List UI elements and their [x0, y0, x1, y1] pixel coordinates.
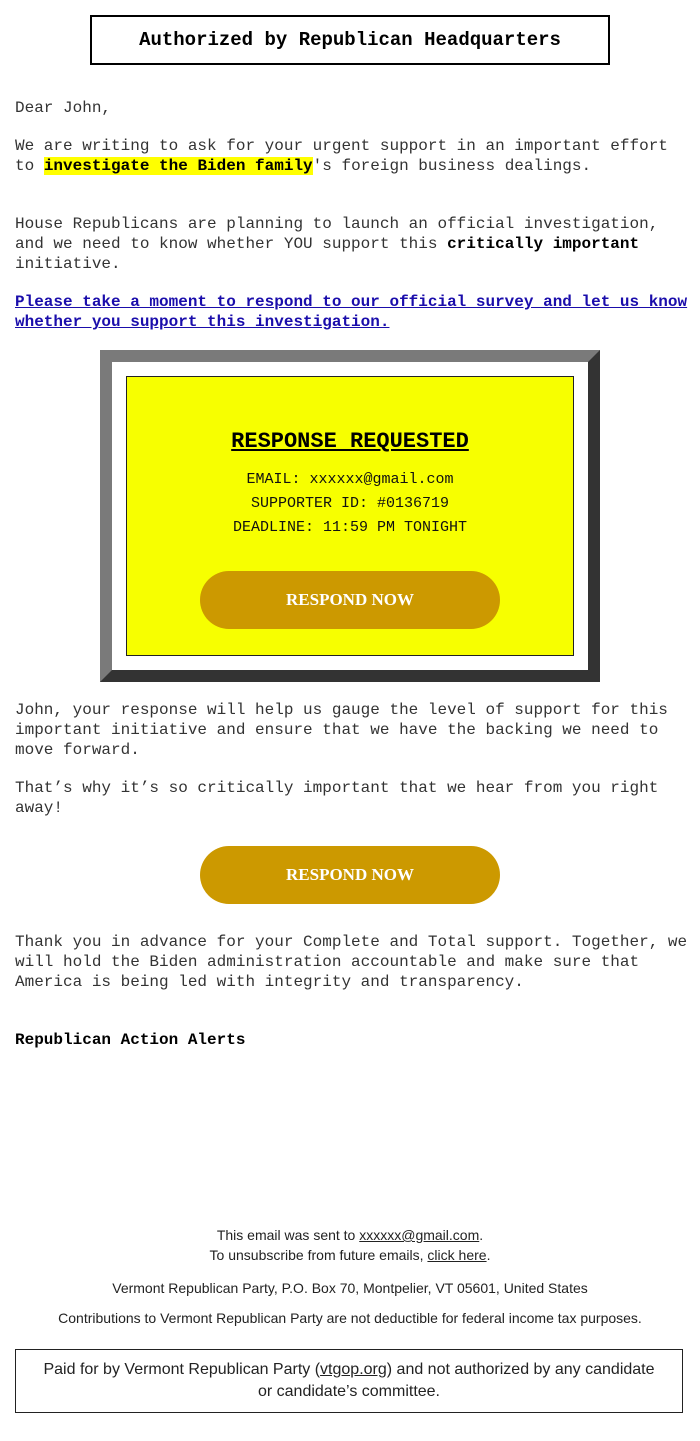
highlighted-phrase: investigate the Biden family [43, 157, 313, 175]
paragraph-intro [15, 136, 690, 176]
paragraph-thank-you: Thank you in advance for your Complete and Total support. Together, we will hold the Biden administration accountable and make sure that America is being led with integrity and transparency. [15, 933, 688, 991]
paid-for-disclaimer [15, 1349, 683, 1413]
respond-now-button-secondary[interactable]: RESPOND NOW [200, 846, 500, 904]
paragraph-urgency: That’s why it’s so critically important that we hear from you right away! [15, 779, 659, 817]
paragraph-investigation [15, 214, 690, 274]
sent-suffix: . [479, 1227, 484, 1243]
survey-link[interactable]: Please take a moment to respond to our official survey and let us know whether you support this investigation. [15, 293, 688, 331]
unsubscribe-link[interactable]: click here [427, 1247, 487, 1263]
authorized-banner [90, 15, 610, 65]
paid-for-text [36, 1359, 662, 1403]
email-line: EMAIL: xxxxxx@gmail.com [246, 471, 454, 488]
bold-phrase: critically important [447, 235, 640, 253]
sent-prefix: This email was sent to [216, 1227, 360, 1243]
unsubscribe-prefix: To unsubscribe from future emails, [209, 1247, 428, 1263]
unsubscribe-suffix: . [486, 1247, 491, 1263]
vtgop-link[interactable]: vtgop.org [320, 1361, 387, 1378]
paragraph-gauge-support: John, your response will help us gauge the level of support for this important initiative and ensure that we have the backing we need to move forward. [15, 701, 668, 759]
footer-tax-note: Contributions to Vermont Republican Party are not deductible for federal income tax purposes. [58, 1310, 642, 1326]
paid-prefix: Paid for by Vermont Republican Party ( [43, 1361, 321, 1378]
paid-suffix: ) and not authorized by any candidate or candidate’s committee. [257, 1361, 655, 1400]
signature: Republican Action Alerts [15, 1031, 246, 1049]
supporter-id-line: SUPPORTER ID: #0136719 [250, 495, 450, 512]
greeting: Dear John, [15, 99, 112, 117]
intro-text-end: 's foreign business dealings. [312, 157, 592, 175]
authorized-text: Authorized by Republican Headquarters [139, 29, 561, 51]
respond-now-button-primary[interactable]: RESPOND NOW [200, 571, 500, 629]
footer-sent-notice [0, 1225, 700, 1265]
intro-text-start: We are writing to ask for your urgent support in an important effort to [15, 137, 668, 175]
deadline-line: DEADLINE: 11:59 PM TONIGHT [232, 519, 468, 536]
survey-link-paragraph [15, 292, 690, 332]
response-requested-frame [100, 350, 600, 682]
recipient-email-link[interactable]: xxxxxx@gmail.com [359, 1227, 480, 1243]
response-requested-title: RESPONSE REQUESTED [231, 429, 469, 454]
investigation-text-start: House Republicans are planning to launch an official investigation, and we need to know whether YOU support this [15, 215, 659, 253]
footer-address: Vermont Republican Party, P.O. Box 70, Montpelier, VT 05601, United States [112, 1280, 588, 1296]
response-requested-panel [126, 376, 574, 656]
investigation-text-end: initiative. [15, 255, 121, 273]
